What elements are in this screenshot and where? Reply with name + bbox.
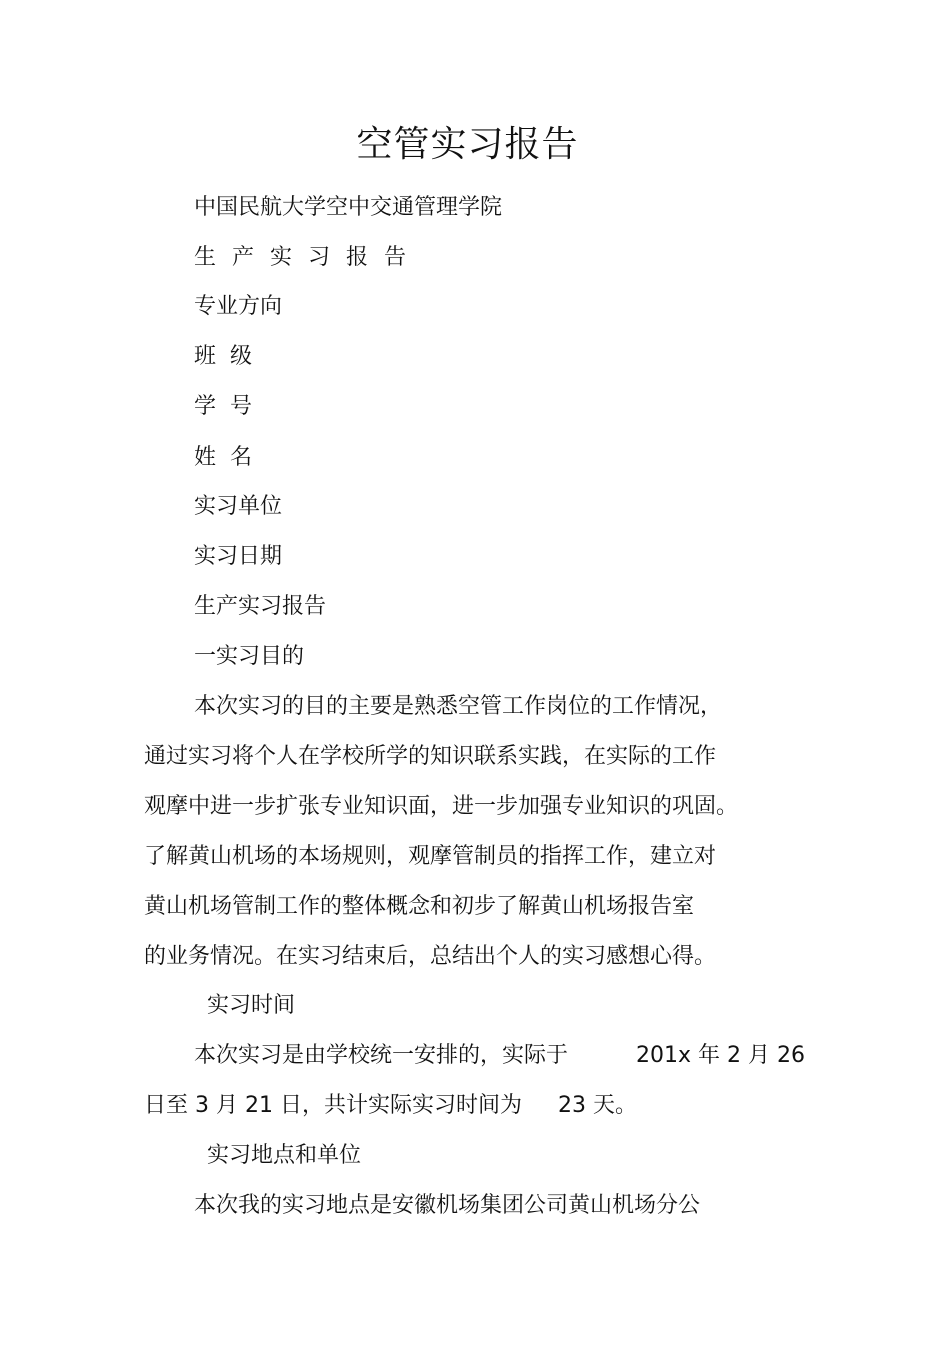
location-paragraph-line: 本次我的实习地点是安徽机场集团公司黄山机场分公 <box>194 1193 701 1218</box>
purpose-paragraph-line: 通过实习将个人在学校所学的知识联系实践，在实际的工作 <box>144 744 717 769</box>
document-title: 空管实习报告 <box>356 124 579 165</box>
purpose-paragraph-line: 本次实习的目的主要是熟悉空管工作岗位的工作情况， <box>194 694 723 719</box>
student-id-label: 学号 <box>194 394 267 419</box>
purpose-paragraph-line: 黄山机场管制工作的整体概念和初步了解黄山机场报告室 <box>144 894 695 919</box>
purpose-paragraph-line: 观摩中进一步扩张专业知识面，进一步加强专业知识的巩固。 <box>144 794 739 819</box>
institution-line: 中国民航大学空中交通管理学院 <box>194 195 503 220</box>
internship-unit-label: 实习单位 <box>194 494 283 519</box>
section-heading-location: 实习地点和单位 <box>207 1143 362 1168</box>
name-label: 姓名 <box>194 445 267 470</box>
major-label: 专业方向 <box>194 294 283 319</box>
purpose-paragraph-line: 了解黄山机场的本场规则，观摩管制员的指挥工作，建立对 <box>144 844 717 869</box>
purpose-paragraph-line: 的业务情况。在实习结束后，总结出个人的实习感想心得。 <box>144 944 717 969</box>
report-type-line: 生产实习报告 <box>194 245 423 270</box>
report-subtitle: 生产实习报告 <box>194 594 327 619</box>
section-heading-purpose: 一实习目的 <box>194 644 305 669</box>
class-label: 班级 <box>194 344 267 369</box>
section-heading-time: 实习时间 <box>207 993 296 1018</box>
time-paragraph-text: 本次实习是由学校统一安排的，实际于 <box>194 1043 569 1068</box>
time-paragraph-days: 23 天。 <box>558 1093 637 1118</box>
time-paragraph-line: 日至 3 月 21 日，共计实际实习时间为 <box>144 1093 522 1118</box>
internship-date-label: 实习日期 <box>194 544 283 569</box>
time-paragraph-date: 201x 年 2 月 26 <box>636 1043 805 1068</box>
